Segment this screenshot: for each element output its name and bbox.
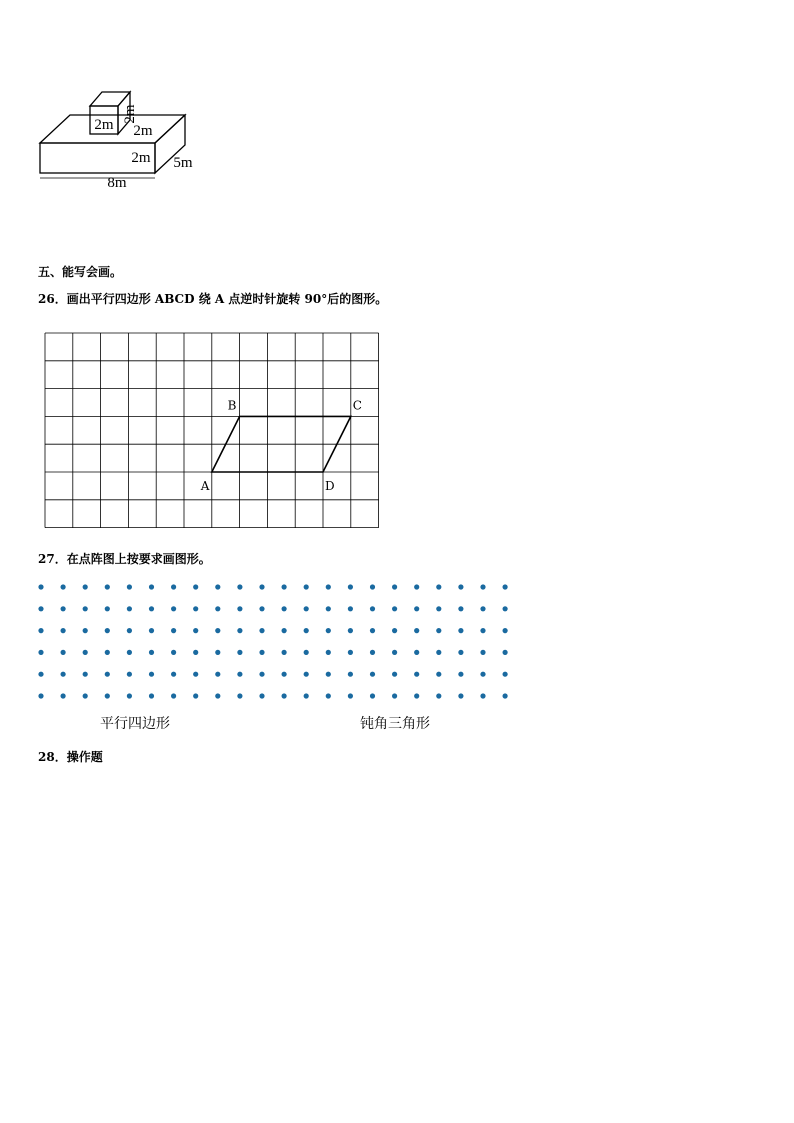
grid-dot <box>237 584 242 589</box>
grid-dot <box>326 628 331 633</box>
grid-dot <box>193 672 198 677</box>
grid-dot <box>127 584 132 589</box>
grid-dot <box>282 606 287 611</box>
grid-dot <box>215 628 220 633</box>
grid-dot <box>436 584 441 589</box>
grid-dot <box>61 672 66 677</box>
grid-dot <box>171 606 176 611</box>
grid-dot <box>304 650 309 655</box>
grid-dot <box>480 693 485 698</box>
grid-dot <box>392 672 397 677</box>
grid-dot <box>414 672 419 677</box>
caption-obtuse-triangle: 钝角三角形 <box>360 716 430 732</box>
top-depth-label: 2m <box>133 123 153 139</box>
grid-dot <box>127 650 132 655</box>
grid-dot <box>215 672 220 677</box>
grid-dot <box>480 650 485 655</box>
grid-dot <box>503 628 508 633</box>
grid-dot <box>436 650 441 655</box>
grid-dot <box>259 650 264 655</box>
grid-dot <box>480 606 485 611</box>
grid-dot <box>127 606 132 611</box>
grid-dot <box>193 628 198 633</box>
grid-dot <box>392 606 397 611</box>
grid-dot <box>348 693 353 698</box>
question-28-text: 28．操作题 <box>38 750 103 764</box>
grid-dot <box>259 584 264 589</box>
grid-dot <box>304 693 309 698</box>
grid-dot <box>83 606 88 611</box>
grid-dot <box>282 672 287 677</box>
base-length-label: 8m <box>107 175 127 191</box>
square-grid <box>40 328 385 528</box>
dot-grid <box>30 578 520 708</box>
grid-dot <box>259 628 264 633</box>
grid-dot <box>149 606 154 611</box>
top-front-label: 2m <box>94 117 114 133</box>
grid-dot <box>370 672 375 677</box>
caption-parallelogram: 平行四边形 <box>100 716 170 732</box>
grid-dot <box>348 584 353 589</box>
grid-dot <box>326 606 331 611</box>
grid-dot <box>282 650 287 655</box>
grid-dot <box>149 584 154 589</box>
grid-dot <box>38 650 43 655</box>
grid-dot <box>370 650 375 655</box>
grid-dot <box>61 693 66 698</box>
grid-dot <box>38 693 43 698</box>
grid-dot <box>304 628 309 633</box>
grid-dot <box>171 584 176 589</box>
grid-dot <box>392 693 397 698</box>
vertex-label-a: A <box>200 479 210 493</box>
grid-dot <box>105 606 110 611</box>
grid-dot <box>237 650 242 655</box>
vertex-label-d: D <box>325 479 335 493</box>
grid-dot <box>259 672 264 677</box>
grid-dot <box>436 628 441 633</box>
grid-dot <box>193 650 198 655</box>
grid-dot <box>149 650 154 655</box>
vertex-label-c: C <box>352 398 362 413</box>
grid-dot <box>259 606 264 611</box>
grid-dot <box>348 606 353 611</box>
grid-dot <box>458 628 463 633</box>
grid-dot <box>105 693 110 698</box>
grid-dot <box>436 693 441 698</box>
grid-dot <box>215 584 220 589</box>
grid-dot <box>348 650 353 655</box>
base-height-label: 2m <box>131 150 151 166</box>
grid-dot <box>105 584 110 589</box>
grid-dot <box>326 584 331 589</box>
base-depth-label: 5m <box>173 155 193 171</box>
grid-dot <box>171 650 176 655</box>
grid-dot <box>436 606 441 611</box>
grid-dot <box>105 628 110 633</box>
grid-dot <box>392 650 397 655</box>
grid-dot <box>326 693 331 698</box>
grid-dot <box>61 606 66 611</box>
grid-dot <box>282 693 287 698</box>
grid-dot <box>38 584 43 589</box>
grid-dot <box>61 650 66 655</box>
grid-dot <box>83 672 88 677</box>
cuboid-figure <box>30 80 210 195</box>
grid-dot <box>38 628 43 633</box>
grid-dot <box>370 606 375 611</box>
question-27-text: 27．在点阵图上按要求画图形。 <box>38 552 211 566</box>
grid-dot <box>171 693 176 698</box>
grid-dot <box>215 606 220 611</box>
grid-dot <box>414 650 419 655</box>
grid-dot <box>503 584 508 589</box>
grid-dot <box>149 628 154 633</box>
grid-dot <box>503 650 508 655</box>
grid-dot <box>237 628 242 633</box>
grid-dot <box>83 584 88 589</box>
grid-dot <box>480 584 485 589</box>
grid-dot <box>282 584 287 589</box>
grid-dot <box>83 650 88 655</box>
grid-dot <box>414 628 419 633</box>
grid-dot <box>105 672 110 677</box>
grid-dot <box>503 672 508 677</box>
grid-dot <box>414 606 419 611</box>
grid-dot <box>370 584 375 589</box>
grid-dot <box>193 606 198 611</box>
grid-dot <box>480 672 485 677</box>
grid-dot <box>127 693 132 698</box>
grid-dot <box>304 672 309 677</box>
grid-dot <box>304 584 309 589</box>
grid-dot <box>61 584 66 589</box>
grid-dot <box>171 628 176 633</box>
top-height-label: 2m <box>122 104 138 124</box>
section-five-title: 五、能写会画。 <box>38 265 123 279</box>
grid-dot <box>458 650 463 655</box>
grid-dot <box>436 672 441 677</box>
grid-dot <box>237 672 242 677</box>
grid-dot <box>458 693 463 698</box>
grid-dot <box>282 628 287 633</box>
grid-dot <box>215 693 220 698</box>
grid-dot <box>370 628 375 633</box>
grid-dot <box>127 628 132 633</box>
grid-dot <box>237 693 242 698</box>
grid-dot <box>171 672 176 677</box>
grid-dot <box>326 650 331 655</box>
grid-dot <box>83 693 88 698</box>
grid-dot <box>149 693 154 698</box>
grid-dot <box>326 672 331 677</box>
grid-dot <box>348 672 353 677</box>
grid-dot <box>127 672 132 677</box>
grid-dot <box>348 628 353 633</box>
question-26-text: 26．画出平行四边形 ABCD 绕 A 点逆时针旋转 90°后的图形。 <box>38 292 388 306</box>
grid-dot <box>38 606 43 611</box>
grid-dot <box>458 606 463 611</box>
grid-dot <box>215 650 220 655</box>
grid-dot <box>414 584 419 589</box>
grid-dot <box>392 584 397 589</box>
grid-dot <box>480 628 485 633</box>
grid-dot <box>414 693 419 698</box>
grid-dot <box>458 584 463 589</box>
grid-dot <box>149 672 154 677</box>
grid-dot <box>503 606 508 611</box>
grid-dot <box>83 628 88 633</box>
grid-dot <box>503 693 508 698</box>
grid-dot <box>61 628 66 633</box>
grid-dot <box>193 584 198 589</box>
grid-dot <box>370 693 375 698</box>
grid-dot <box>237 606 242 611</box>
vertex-label-b: B <box>227 398 237 413</box>
grid-dot <box>105 650 110 655</box>
grid-dot <box>392 628 397 633</box>
grid-dot <box>304 606 309 611</box>
grid-dot <box>193 693 198 698</box>
grid-dot <box>458 672 463 677</box>
grid-dot <box>259 693 264 698</box>
grid-dot <box>38 672 43 677</box>
